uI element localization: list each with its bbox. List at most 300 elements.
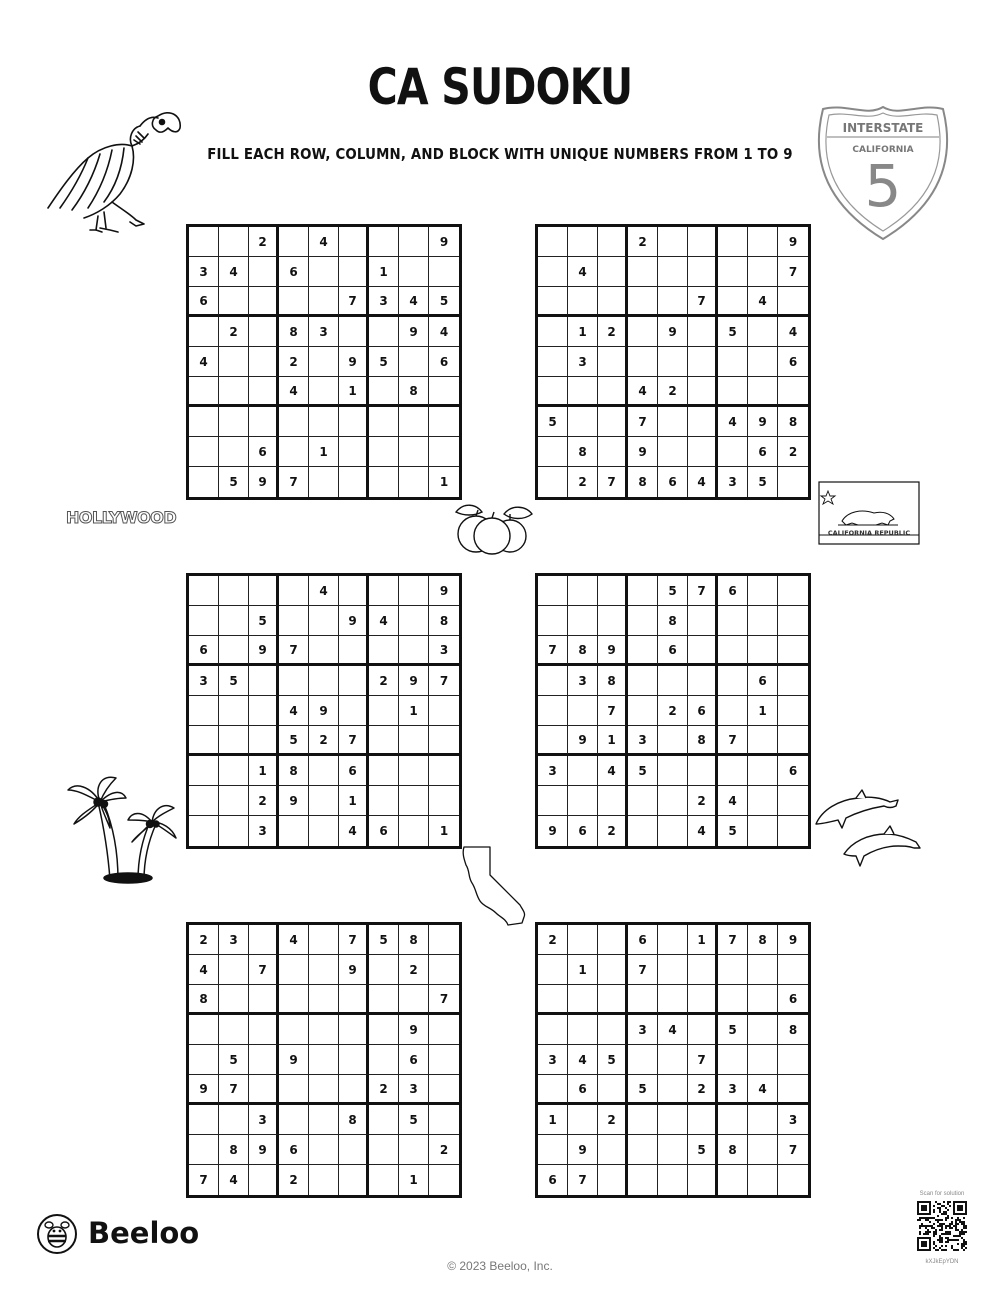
sudoku-cell[interactable] xyxy=(219,696,249,726)
sudoku-cell[interactable] xyxy=(568,696,598,726)
sudoku-cell[interactable]: 1 xyxy=(598,726,628,756)
sudoku-cell[interactable] xyxy=(598,347,628,377)
sudoku-cell[interactable]: 4 xyxy=(718,407,748,437)
sudoku-cell[interactable] xyxy=(399,257,429,287)
sudoku-cell[interactable] xyxy=(688,756,718,786)
sudoku-cell[interactable] xyxy=(279,1015,309,1045)
sudoku-cell[interactable] xyxy=(279,227,309,257)
sudoku-cell[interactable] xyxy=(339,696,369,726)
sudoku-cell[interactable]: 8 xyxy=(279,317,309,347)
sudoku-cell[interactable]: 9 xyxy=(568,726,598,756)
sudoku-cell[interactable]: 5 xyxy=(429,287,459,317)
sudoku-cell[interactable] xyxy=(249,576,279,606)
sudoku-cell[interactable] xyxy=(778,287,808,317)
sudoku-cell[interactable] xyxy=(778,1075,808,1105)
sudoku-cell[interactable]: 9 xyxy=(658,317,688,347)
sudoku-cell[interactable]: 5 xyxy=(219,467,249,497)
sudoku-cell[interactable]: 9 xyxy=(279,1045,309,1075)
sudoku-cell[interactable] xyxy=(628,816,658,846)
sudoku-cell[interactable]: 8 xyxy=(339,1105,369,1135)
sudoku-cell[interactable] xyxy=(628,576,658,606)
sudoku-cell[interactable] xyxy=(309,377,339,407)
sudoku-cell[interactable] xyxy=(219,756,249,786)
sudoku-cell[interactable] xyxy=(748,317,778,347)
sudoku-cell[interactable] xyxy=(538,1015,568,1045)
sudoku-cell[interactable] xyxy=(658,1045,688,1075)
sudoku-cell[interactable]: 5 xyxy=(598,1045,628,1075)
sudoku-cell[interactable] xyxy=(778,636,808,666)
sudoku-cell[interactable] xyxy=(688,347,718,377)
sudoku-cell[interactable]: 4 xyxy=(688,467,718,497)
sudoku-cell[interactable] xyxy=(219,636,249,666)
sudoku-cell[interactable]: 7 xyxy=(718,726,748,756)
sudoku-cell[interactable]: 8 xyxy=(628,467,658,497)
sudoku-cell[interactable] xyxy=(279,576,309,606)
sudoku-cell[interactable] xyxy=(658,985,688,1015)
sudoku-cell[interactable] xyxy=(219,227,249,257)
sudoku-cell[interactable] xyxy=(309,985,339,1015)
sudoku-cell[interactable]: 4 xyxy=(279,925,309,955)
sudoku-cell[interactable] xyxy=(249,1015,279,1045)
sudoku-cell[interactable]: 9 xyxy=(399,1015,429,1045)
sudoku-cell[interactable]: 9 xyxy=(399,317,429,347)
sudoku-cell[interactable]: 4 xyxy=(309,576,339,606)
sudoku-cell[interactable] xyxy=(628,1105,658,1135)
sudoku-cell[interactable] xyxy=(778,1045,808,1075)
sudoku-cell[interactable]: 3 xyxy=(189,257,219,287)
sudoku-cell[interactable]: 1 xyxy=(309,437,339,467)
sudoku-cell[interactable]: 9 xyxy=(628,437,658,467)
sudoku-cell[interactable] xyxy=(429,696,459,726)
sudoku-cell[interactable]: 2 xyxy=(688,786,718,816)
sudoku-cell[interactable]: 2 xyxy=(538,925,568,955)
sudoku-cell[interactable] xyxy=(189,726,219,756)
sudoku-cell[interactable]: 4 xyxy=(628,377,658,407)
sudoku-cell[interactable]: 7 xyxy=(628,407,658,437)
sudoku-cell[interactable] xyxy=(628,1165,658,1195)
sudoku-cell[interactable] xyxy=(189,696,219,726)
sudoku-cell[interactable] xyxy=(778,666,808,696)
sudoku-cell[interactable] xyxy=(658,1105,688,1135)
sudoku-cell[interactable]: 9 xyxy=(279,786,309,816)
sudoku-cell[interactable]: 4 xyxy=(598,756,628,786)
sudoku-cell[interactable] xyxy=(429,955,459,985)
sudoku-cell[interactable]: 3 xyxy=(219,925,249,955)
sudoku-cell[interactable] xyxy=(628,317,658,347)
sudoku-cell[interactable] xyxy=(718,1105,748,1135)
sudoku-cell[interactable]: 7 xyxy=(688,576,718,606)
sudoku-cell[interactable]: 7 xyxy=(339,925,369,955)
sudoku-cell[interactable]: 3 xyxy=(249,816,279,846)
sudoku-cell[interactable]: 7 xyxy=(718,925,748,955)
sudoku-cell[interactable] xyxy=(309,816,339,846)
sudoku-cell[interactable] xyxy=(249,287,279,317)
sudoku-cell[interactable] xyxy=(598,786,628,816)
sudoku-cell[interactable] xyxy=(279,437,309,467)
sudoku-cell[interactable]: 6 xyxy=(658,636,688,666)
sudoku-cell[interactable]: 4 xyxy=(399,287,429,317)
sudoku-cell[interactable]: 2 xyxy=(279,347,309,377)
sudoku-cell[interactable] xyxy=(568,786,598,816)
sudoku-cell[interactable] xyxy=(369,467,399,497)
sudoku-cell[interactable] xyxy=(399,985,429,1015)
sudoku-cell[interactable] xyxy=(399,636,429,666)
sudoku-cell[interactable]: 6 xyxy=(778,985,808,1015)
sudoku-cell[interactable] xyxy=(598,1165,628,1195)
sudoku-cell[interactable] xyxy=(748,1135,778,1165)
sudoku-cell[interactable] xyxy=(399,816,429,846)
sudoku-cell[interactable] xyxy=(429,786,459,816)
sudoku-cell[interactable] xyxy=(429,1015,459,1045)
sudoku-cell[interactable]: 2 xyxy=(598,1105,628,1135)
sudoku-cell[interactable] xyxy=(429,1075,459,1105)
sudoku-cell[interactable] xyxy=(339,407,369,437)
sudoku-cell[interactable]: 5 xyxy=(628,756,658,786)
sudoku-cell[interactable] xyxy=(309,786,339,816)
sudoku-cell[interactable] xyxy=(688,1165,718,1195)
sudoku-cell[interactable] xyxy=(658,437,688,467)
sudoku-cell[interactable] xyxy=(369,1015,399,1045)
sudoku-cell[interactable] xyxy=(279,816,309,846)
sudoku-cell[interactable]: 2 xyxy=(598,317,628,347)
sudoku-cell[interactable]: 8 xyxy=(718,1135,748,1165)
sudoku-cell[interactable]: 9 xyxy=(598,636,628,666)
sudoku-cell[interactable] xyxy=(748,786,778,816)
sudoku-cell[interactable]: 6 xyxy=(189,636,219,666)
sudoku-cell[interactable] xyxy=(568,606,598,636)
sudoku-cell[interactable] xyxy=(309,636,339,666)
sudoku-cell[interactable] xyxy=(369,1105,399,1135)
sudoku-cell[interactable] xyxy=(249,347,279,377)
sudoku-cell[interactable] xyxy=(568,985,598,1015)
sudoku-cell[interactable] xyxy=(279,407,309,437)
sudoku-cell[interactable] xyxy=(309,407,339,437)
sudoku-cell[interactable]: 1 xyxy=(249,756,279,786)
sudoku-cell[interactable]: 2 xyxy=(658,696,688,726)
sudoku-cell[interactable]: 6 xyxy=(778,756,808,786)
sudoku-cell[interactable]: 9 xyxy=(778,227,808,257)
sudoku-cell[interactable]: 7 xyxy=(189,1165,219,1195)
sudoku-cell[interactable]: 4 xyxy=(309,227,339,257)
sudoku-cell[interactable] xyxy=(568,576,598,606)
sudoku-cell[interactable]: 2 xyxy=(568,467,598,497)
sudoku-cell[interactable] xyxy=(538,696,568,726)
sudoku-cell[interactable] xyxy=(309,1045,339,1075)
sudoku-cell[interactable] xyxy=(568,407,598,437)
sudoku-cell[interactable] xyxy=(219,955,249,985)
sudoku-cell[interactable] xyxy=(538,955,568,985)
sudoku-cell[interactable]: 2 xyxy=(658,377,688,407)
sudoku-cell[interactable]: 2 xyxy=(688,1075,718,1105)
sudoku-cell[interactable] xyxy=(658,227,688,257)
sudoku-cell[interactable] xyxy=(309,606,339,636)
sudoku-cell[interactable]: 7 xyxy=(279,636,309,666)
sudoku-cell[interactable] xyxy=(718,1045,748,1075)
sudoku-cell[interactable] xyxy=(339,985,369,1015)
sudoku-cell[interactable]: 5 xyxy=(688,1135,718,1165)
sudoku-cell[interactable]: 4 xyxy=(339,816,369,846)
sudoku-cell[interactable] xyxy=(339,1015,369,1045)
sudoku-cell[interactable] xyxy=(658,925,688,955)
sudoku-cell[interactable]: 6 xyxy=(189,287,219,317)
sudoku-cell[interactable] xyxy=(568,925,598,955)
sudoku-cell[interactable]: 8 xyxy=(748,925,778,955)
sudoku-cell[interactable] xyxy=(658,816,688,846)
sudoku-cell[interactable] xyxy=(249,407,279,437)
sudoku-cell[interactable] xyxy=(538,287,568,317)
sudoku-cell[interactable] xyxy=(628,786,658,816)
sudoku-cell[interactable] xyxy=(309,1165,339,1195)
sudoku-cell[interactable] xyxy=(309,925,339,955)
sudoku-cell[interactable]: 7 xyxy=(339,726,369,756)
sudoku-cell[interactable] xyxy=(399,437,429,467)
sudoku-cell[interactable] xyxy=(369,1045,399,1075)
sudoku-cell[interactable] xyxy=(718,955,748,985)
sudoku-cell[interactable] xyxy=(658,955,688,985)
sudoku-cell[interactable] xyxy=(219,1015,249,1045)
sudoku-cell[interactable] xyxy=(718,287,748,317)
sudoku-cell[interactable]: 8 xyxy=(778,1015,808,1045)
sudoku-cell[interactable] xyxy=(339,1075,369,1105)
sudoku-cell[interactable] xyxy=(598,1015,628,1045)
sudoku-cell[interactable]: 4 xyxy=(568,257,598,287)
sudoku-cell[interactable]: 7 xyxy=(778,257,808,287)
sudoku-cell[interactable] xyxy=(748,257,778,287)
sudoku-cell[interactable] xyxy=(369,407,399,437)
sudoku-cell[interactable] xyxy=(339,317,369,347)
sudoku-cell[interactable]: 1 xyxy=(369,257,399,287)
sudoku-cell[interactable]: 8 xyxy=(399,377,429,407)
sudoku-cell[interactable] xyxy=(339,576,369,606)
sudoku-cell[interactable] xyxy=(189,576,219,606)
qr-code-icon[interactable] xyxy=(917,1201,967,1251)
sudoku-cell[interactable]: 1 xyxy=(439,824,449,838)
sudoku-cell[interactable] xyxy=(658,726,688,756)
sudoku-cell[interactable] xyxy=(309,756,339,786)
sudoku-cell[interactable] xyxy=(189,1015,219,1045)
sudoku-cell[interactable]: 4 xyxy=(279,377,309,407)
sudoku-cell[interactable]: 6 xyxy=(369,816,399,846)
sudoku-cell[interactable]: 6 xyxy=(568,1075,598,1105)
sudoku-cell[interactable] xyxy=(538,726,568,756)
sudoku-cell[interactable] xyxy=(399,786,429,816)
sudoku-cell[interactable] xyxy=(568,756,598,786)
sudoku-cell[interactable]: 6 xyxy=(778,347,808,377)
sudoku-cell[interactable] xyxy=(219,347,249,377)
sudoku-cell[interactable]: 7 xyxy=(598,696,628,726)
sudoku-cell[interactable] xyxy=(399,756,429,786)
sudoku-cell[interactable] xyxy=(628,287,658,317)
sudoku-cell[interactable]: 4 xyxy=(219,1165,249,1195)
sudoku-cell[interactable] xyxy=(748,756,778,786)
sudoku-cell[interactable] xyxy=(249,1165,279,1195)
sudoku-cell[interactable]: 3 xyxy=(568,666,598,696)
sudoku-cell[interactable] xyxy=(688,955,718,985)
sudoku-cell[interactable] xyxy=(429,726,459,756)
sudoku-cell[interactable]: 1 xyxy=(748,696,778,726)
sudoku-cell[interactable] xyxy=(718,347,748,377)
sudoku-cell[interactable] xyxy=(279,1105,309,1135)
sudoku-cell[interactable] xyxy=(399,227,429,257)
sudoku-cell[interactable]: 9 xyxy=(429,576,459,606)
sudoku-cell[interactable] xyxy=(399,347,429,377)
sudoku-cell[interactable] xyxy=(399,467,429,497)
sudoku-cell[interactable] xyxy=(429,1105,459,1135)
sudoku-cell[interactable] xyxy=(309,666,339,696)
sudoku-cell[interactable] xyxy=(309,347,339,377)
sudoku-cell[interactable] xyxy=(598,925,628,955)
sudoku-cell[interactable] xyxy=(718,756,748,786)
sudoku-cell[interactable] xyxy=(189,407,219,437)
sudoku-cell[interactable] xyxy=(219,437,249,467)
sudoku-cell[interactable]: 2 xyxy=(189,925,219,955)
sudoku-cell[interactable] xyxy=(369,636,399,666)
sudoku-cell[interactable] xyxy=(718,1165,748,1195)
sudoku-cell[interactable] xyxy=(219,377,249,407)
sudoku-cell[interactable] xyxy=(598,287,628,317)
sudoku-cell[interactable] xyxy=(628,985,658,1015)
sudoku-cell[interactable] xyxy=(748,1165,778,1195)
sudoku-cell[interactable] xyxy=(688,257,718,287)
sudoku-cell[interactable] xyxy=(309,257,339,287)
sudoku-cell[interactable] xyxy=(429,257,459,287)
sudoku-cell[interactable] xyxy=(658,756,688,786)
sudoku-cell[interactable]: 8 xyxy=(778,407,808,437)
sudoku-cell[interactable] xyxy=(399,1135,429,1165)
sudoku-cell[interactable] xyxy=(778,955,808,985)
sudoku-cell[interactable]: 8 xyxy=(279,756,309,786)
sudoku-cell[interactable] xyxy=(309,955,339,985)
sudoku-cell[interactable] xyxy=(628,636,658,666)
sudoku-cell[interactable]: 9 xyxy=(309,696,339,726)
sudoku-cell[interactable]: 5 xyxy=(538,407,568,437)
sudoku-cell[interactable]: 4 xyxy=(658,1015,688,1045)
sudoku-cell[interactable] xyxy=(718,377,748,407)
sudoku-cell[interactable]: 5 xyxy=(219,1045,249,1075)
sudoku-cell[interactable]: 5 xyxy=(279,726,309,756)
sudoku-cell[interactable] xyxy=(598,985,628,1015)
sudoku-cell[interactable] xyxy=(429,1045,459,1075)
sudoku-cell[interactable]: 2 xyxy=(369,666,399,696)
sudoku-cell[interactable]: 9 xyxy=(568,1135,598,1165)
sudoku-cell[interactable]: 2 xyxy=(249,227,279,257)
sudoku-cell[interactable] xyxy=(688,1015,718,1045)
sudoku-cell[interactable] xyxy=(538,1075,568,1105)
sudoku-cell[interactable]: 1 xyxy=(439,475,449,489)
sudoku-cell[interactable] xyxy=(688,407,718,437)
sudoku-cell[interactable] xyxy=(688,985,718,1015)
sudoku-cell[interactable]: 6 xyxy=(628,925,658,955)
sudoku-cell[interactable] xyxy=(339,1045,369,1075)
sudoku-cell[interactable] xyxy=(658,1165,688,1195)
sudoku-cell[interactable] xyxy=(538,467,568,497)
sudoku-cell[interactable]: 9 xyxy=(339,955,369,985)
sudoku-cell[interactable]: 7 xyxy=(339,287,369,317)
sudoku-cell[interactable] xyxy=(598,437,628,467)
sudoku-cell[interactable] xyxy=(429,437,459,467)
sudoku-cell[interactable]: 7 xyxy=(688,1045,718,1075)
sudoku-cell[interactable] xyxy=(219,287,249,317)
sudoku-cell[interactable]: 2 xyxy=(778,437,808,467)
sudoku-cell[interactable]: 2 xyxy=(279,1165,309,1195)
sudoku-cell[interactable]: 3 xyxy=(718,467,748,497)
sudoku-cell[interactable]: 5 xyxy=(718,1015,748,1045)
sudoku-cell[interactable] xyxy=(369,786,399,816)
sudoku-cell[interactable]: 8 xyxy=(658,606,688,636)
sudoku-cell[interactable]: 5 xyxy=(399,1105,429,1135)
sudoku-cell[interactable] xyxy=(339,1165,369,1195)
sudoku-cell[interactable] xyxy=(628,347,658,377)
sudoku-cell[interactable] xyxy=(369,955,399,985)
sudoku-cell[interactable] xyxy=(429,407,459,437)
sudoku-cell[interactable]: 8 xyxy=(189,985,219,1015)
sudoku-cell[interactable] xyxy=(309,1135,339,1165)
sudoku-cell[interactable] xyxy=(189,786,219,816)
sudoku-cell[interactable]: 3 xyxy=(309,317,339,347)
sudoku-cell[interactable] xyxy=(628,666,658,696)
sudoku-cell[interactable]: 1 xyxy=(339,786,369,816)
sudoku-cell[interactable] xyxy=(538,317,568,347)
sudoku-cell[interactable] xyxy=(598,227,628,257)
sudoku-cell[interactable]: 1 xyxy=(568,317,598,347)
sudoku-cell[interactable] xyxy=(219,606,249,636)
sudoku-cell[interactable] xyxy=(369,1165,399,1195)
sudoku-cell[interactable] xyxy=(189,1105,219,1135)
sudoku-cell[interactable]: 9 xyxy=(429,227,459,257)
sudoku-cell[interactable] xyxy=(189,377,219,407)
sudoku-cell[interactable]: 5 xyxy=(748,467,778,497)
sudoku-cell[interactable]: 6 xyxy=(429,347,459,377)
sudoku-cell[interactable] xyxy=(369,317,399,347)
sudoku-cell[interactable]: 4 xyxy=(568,1045,598,1075)
sudoku-cell[interactable] xyxy=(339,257,369,287)
sudoku-cell[interactable] xyxy=(778,786,808,816)
sudoku-cell[interactable]: 2 xyxy=(249,786,279,816)
sudoku-cell[interactable]: 4 xyxy=(279,696,309,726)
sudoku-cell[interactable] xyxy=(568,227,598,257)
sudoku-cell[interactable]: 1 xyxy=(339,377,369,407)
sudoku-cell[interactable]: 3 xyxy=(568,347,598,377)
sudoku-cell[interactable]: 2 xyxy=(369,1075,399,1105)
sudoku-cell[interactable] xyxy=(568,1015,598,1045)
sudoku-cell[interactable] xyxy=(369,1135,399,1165)
sudoku-cell[interactable] xyxy=(249,1075,279,1105)
sudoku-cell[interactable] xyxy=(598,1135,628,1165)
sudoku-cell[interactable]: 8 xyxy=(568,437,598,467)
sudoku-cell[interactable] xyxy=(279,985,309,1015)
sudoku-cell[interactable] xyxy=(339,227,369,257)
sudoku-cell[interactable]: 6 xyxy=(279,1135,309,1165)
sudoku-cell[interactable] xyxy=(778,606,808,636)
sudoku-cell[interactable] xyxy=(688,606,718,636)
sudoku-cell[interactable]: 5 xyxy=(628,1075,658,1105)
sudoku-cell[interactable] xyxy=(568,377,598,407)
sudoku-cell[interactable]: 3 xyxy=(249,1105,279,1135)
sudoku-cell[interactable]: 3 xyxy=(538,756,568,786)
sudoku-cell[interactable] xyxy=(688,317,718,347)
sudoku-cell[interactable]: 8 xyxy=(688,726,718,756)
sudoku-cell[interactable]: 6 xyxy=(399,1045,429,1075)
sudoku-cell[interactable]: 7 xyxy=(628,955,658,985)
sudoku-cell[interactable] xyxy=(189,816,219,846)
sudoku-cell[interactable]: 3 xyxy=(429,636,459,666)
sudoku-cell[interactable] xyxy=(369,985,399,1015)
sudoku-cell[interactable]: 4 xyxy=(189,347,219,377)
sudoku-cell[interactable] xyxy=(399,726,429,756)
sudoku-cell[interactable] xyxy=(369,726,399,756)
sudoku-cell[interactable] xyxy=(718,985,748,1015)
sudoku-cell[interactable]: 9 xyxy=(339,347,369,377)
